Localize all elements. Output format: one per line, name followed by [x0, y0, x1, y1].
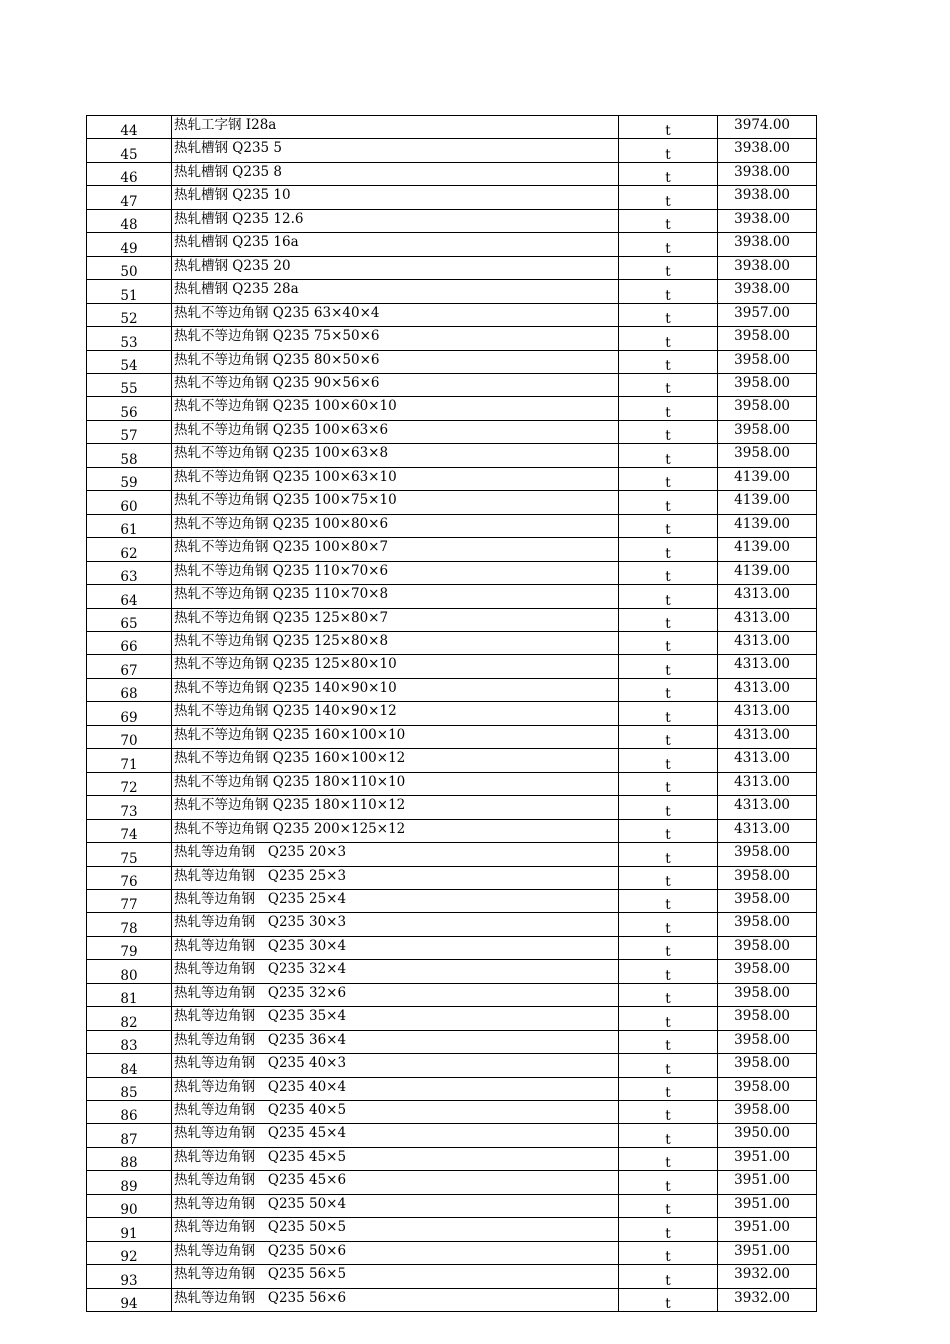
unit-cell: t: [619, 1124, 718, 1147]
row-number-cell: 68: [87, 678, 172, 701]
material-name-cell: 热轧不等边角钢 Q235 100×63×10: [172, 467, 619, 490]
table-row: [87, 655, 817, 678]
price-cell: 3958.00: [718, 1077, 817, 1100]
price-cell: 3938.00: [718, 256, 817, 279]
unit-cell: t: [619, 561, 718, 584]
price-cell: 3932.00: [718, 1265, 817, 1288]
unit-cell: t: [619, 889, 718, 912]
unit-cell: t: [619, 256, 718, 279]
price-cell: 3958.00: [718, 960, 817, 983]
table-row: [87, 608, 817, 631]
table-row: [87, 725, 817, 748]
unit-cell: t: [619, 162, 718, 185]
table-row: [87, 1101, 817, 1124]
table-row: [87, 1030, 817, 1053]
unit-cell: t: [619, 843, 718, 866]
material-name-cell: 热轧不等边角钢 Q235 200×125×12: [172, 819, 619, 842]
table-row: [87, 350, 817, 373]
material-name-cell: 热轧槽钢 Q235 10: [172, 186, 619, 209]
unit-cell: t: [619, 280, 718, 303]
row-number-cell: 94: [87, 1288, 172, 1311]
unit-cell: t: [619, 1007, 718, 1030]
material-name-cell: 热轧等边角钢 Q235 30×4: [172, 936, 619, 959]
unit-cell: t: [619, 491, 718, 514]
table-row: [87, 796, 817, 819]
price-cell: 3958.00: [718, 1007, 817, 1030]
price-cell: 4139.00: [718, 538, 817, 561]
price-cell: 3938.00: [718, 162, 817, 185]
row-number-cell: 56: [87, 397, 172, 420]
material-name-cell: 热轧等边角钢 Q235 40×5: [172, 1101, 619, 1124]
table-row: [87, 514, 817, 537]
table-row: [87, 209, 817, 232]
material-name-cell: 热轧槽钢 Q235 20: [172, 256, 619, 279]
row-number-cell: 77: [87, 889, 172, 912]
price-cell: 4139.00: [718, 467, 817, 490]
price-cell: 3957.00: [718, 303, 817, 326]
table-row: [87, 186, 817, 209]
price-cell: 3958.00: [718, 327, 817, 350]
row-number-cell: 92: [87, 1241, 172, 1264]
price-cell: 3958.00: [718, 1030, 817, 1053]
unit-cell: t: [619, 1241, 718, 1264]
row-number-cell: 45: [87, 139, 172, 162]
material-name-cell: 热轧不等边角钢 Q235 160×100×12: [172, 749, 619, 772]
table-row: [87, 983, 817, 1006]
unit-cell: t: [619, 631, 718, 654]
table-row: [87, 467, 817, 490]
unit-cell: t: [619, 467, 718, 490]
price-cell: 3950.00: [718, 1124, 817, 1147]
table-row: [87, 1171, 817, 1194]
row-number-cell: 88: [87, 1147, 172, 1170]
material-name-cell: 热轧不等边角钢 Q235 100×80×7: [172, 538, 619, 561]
material-name-cell: 热轧等边角钢 Q235 35×4: [172, 1007, 619, 1030]
unit-cell: t: [619, 139, 718, 162]
unit-cell: t: [619, 397, 718, 420]
table-row: [87, 678, 817, 701]
row-number-cell: 61: [87, 514, 172, 537]
unit-cell: t: [619, 936, 718, 959]
material-name-cell: 热轧不等边角钢 Q235 80×50×6: [172, 350, 619, 373]
unit-cell: t: [619, 772, 718, 795]
price-table: [86, 115, 817, 1312]
table-row: [87, 397, 817, 420]
material-name-cell: 热轧不等边角钢 Q235 75×50×6: [172, 327, 619, 350]
price-cell: 3958.00: [718, 350, 817, 373]
row-number-cell: 89: [87, 1171, 172, 1194]
material-name-cell: 热轧等边角钢 Q235 40×3: [172, 1054, 619, 1077]
unit-cell: t: [619, 960, 718, 983]
material-name-cell: 热轧不等边角钢 Q235 100×63×6: [172, 420, 619, 443]
material-name-cell: 热轧等边角钢 Q235 50×5: [172, 1218, 619, 1241]
material-name-cell: 热轧等边角钢 Q235 56×6: [172, 1288, 619, 1311]
table-row: [87, 139, 817, 162]
unit-cell: t: [619, 116, 718, 139]
price-cell: 3951.00: [718, 1241, 817, 1264]
row-number-cell: 70: [87, 725, 172, 748]
material-name-cell: 热轧不等边角钢 Q235 100×63×8: [172, 444, 619, 467]
price-cell: 3974.00: [718, 116, 817, 139]
table-row: [87, 444, 817, 467]
unit-cell: t: [619, 1147, 718, 1170]
unit-cell: t: [619, 209, 718, 232]
price-cell: 4313.00: [718, 749, 817, 772]
material-name-cell: 热轧不等边角钢 Q235 160×100×10: [172, 725, 619, 748]
material-name-cell: 热轧等边角钢 Q235 45×5: [172, 1147, 619, 1170]
material-name-cell: 热轧不等边角钢 Q235 125×80×8: [172, 631, 619, 654]
table-row: [87, 327, 817, 350]
price-cell: 4313.00: [718, 655, 817, 678]
price-cell: 3958.00: [718, 420, 817, 443]
material-name-cell: 热轧等边角钢 Q235 32×4: [172, 960, 619, 983]
table-row: [87, 561, 817, 584]
row-number-cell: 67: [87, 655, 172, 678]
row-number-cell: 81: [87, 983, 172, 1006]
row-number-cell: 64: [87, 585, 172, 608]
row-number-cell: 46: [87, 162, 172, 185]
row-number-cell: 55: [87, 373, 172, 396]
table-row: [87, 162, 817, 185]
material-name-cell: 热轧不等边角钢 Q235 125×80×7: [172, 608, 619, 631]
price-table-body: [87, 116, 817, 1312]
unit-cell: t: [619, 749, 718, 772]
row-number-cell: 71: [87, 749, 172, 772]
table-row: [87, 913, 817, 936]
row-number-cell: 73: [87, 796, 172, 819]
unit-cell: t: [619, 373, 718, 396]
price-cell: 3951.00: [718, 1171, 817, 1194]
row-number-cell: 76: [87, 866, 172, 889]
price-cell: 3938.00: [718, 139, 817, 162]
material-name-cell: 热轧等边角钢 Q235 32×6: [172, 983, 619, 1006]
table-row: [87, 819, 817, 842]
row-number-cell: 58: [87, 444, 172, 467]
price-cell: 4139.00: [718, 514, 817, 537]
row-number-cell: 57: [87, 420, 172, 443]
material-name-cell: 热轧不等边角钢 Q235 140×90×10: [172, 678, 619, 701]
price-cell: 4313.00: [718, 819, 817, 842]
row-number-cell: 84: [87, 1054, 172, 1077]
material-name-cell: 热轧不等边角钢 Q235 110×70×8: [172, 585, 619, 608]
table-row: [87, 889, 817, 912]
row-number-cell: 74: [87, 819, 172, 842]
unit-cell: t: [619, 678, 718, 701]
row-number-cell: 80: [87, 960, 172, 983]
unit-cell: t: [619, 1218, 718, 1241]
row-number-cell: 90: [87, 1194, 172, 1217]
row-number-cell: 69: [87, 702, 172, 725]
unit-cell: t: [619, 1194, 718, 1217]
price-cell: 3958.00: [718, 936, 817, 959]
unit-cell: t: [619, 1265, 718, 1288]
row-number-cell: 49: [87, 233, 172, 256]
price-cell: 3958.00: [718, 843, 817, 866]
material-name-cell: 热轧不等边角钢 Q235 100×80×6: [172, 514, 619, 537]
table-row: [87, 373, 817, 396]
material-name-cell: 热轧工字钢 I28a: [172, 116, 619, 139]
material-name-cell: 热轧等边角钢 Q235 25×3: [172, 866, 619, 889]
unit-cell: t: [619, 233, 718, 256]
table-row: [87, 702, 817, 725]
row-number-cell: 50: [87, 256, 172, 279]
price-cell: 4313.00: [718, 772, 817, 795]
table-row: [87, 936, 817, 959]
material-name-cell: 热轧不等边角钢 Q235 63×40×4: [172, 303, 619, 326]
material-name-cell: 热轧等边角钢 Q235 45×6: [172, 1171, 619, 1194]
material-name-cell: 热轧等边角钢 Q235 25×4: [172, 889, 619, 912]
row-number-cell: 60: [87, 491, 172, 514]
table-row: [87, 749, 817, 772]
unit-cell: t: [619, 186, 718, 209]
price-cell: 3938.00: [718, 280, 817, 303]
unit-cell: t: [619, 444, 718, 467]
unit-cell: t: [619, 327, 718, 350]
material-name-cell: 热轧槽钢 Q235 8: [172, 162, 619, 185]
table-row: [87, 1265, 817, 1288]
row-number-cell: 48: [87, 209, 172, 232]
table-row: [87, 491, 817, 514]
material-name-cell: 热轧等边角钢 Q235 50×6: [172, 1241, 619, 1264]
table-row: [87, 1147, 817, 1170]
table-row: [87, 1288, 817, 1311]
table-row: [87, 631, 817, 654]
row-number-cell: 91: [87, 1218, 172, 1241]
unit-cell: t: [619, 725, 718, 748]
row-number-cell: 93: [87, 1265, 172, 1288]
table-row: [87, 1077, 817, 1100]
row-number-cell: 86: [87, 1101, 172, 1124]
unit-cell: t: [619, 655, 718, 678]
material-name-cell: 热轧不等边角钢 Q235 140×90×12: [172, 702, 619, 725]
material-name-cell: 热轧等边角钢 Q235 20×3: [172, 843, 619, 866]
material-name-cell: 热轧槽钢 Q235 28a: [172, 280, 619, 303]
price-cell: 4313.00: [718, 608, 817, 631]
row-number-cell: 79: [87, 936, 172, 959]
unit-cell: t: [619, 1171, 718, 1194]
unit-cell: t: [619, 983, 718, 1006]
material-name-cell: 热轧不等边角钢 Q235 100×60×10: [172, 397, 619, 420]
row-number-cell: 78: [87, 913, 172, 936]
table-row: [87, 233, 817, 256]
unit-cell: t: [619, 1030, 718, 1053]
material-name-cell: 热轧槽钢 Q235 16a: [172, 233, 619, 256]
price-cell: 3932.00: [718, 1288, 817, 1311]
material-name-cell: 热轧不等边角钢 Q235 110×70×6: [172, 561, 619, 584]
material-name-cell: 热轧等边角钢 Q235 56×5: [172, 1265, 619, 1288]
row-number-cell: 66: [87, 631, 172, 654]
row-number-cell: 75: [87, 843, 172, 866]
price-cell: 3938.00: [718, 233, 817, 256]
unit-cell: t: [619, 913, 718, 936]
material-name-cell: 热轧等边角钢 Q235 36×4: [172, 1030, 619, 1053]
price-cell: 4313.00: [718, 796, 817, 819]
price-cell: 3958.00: [718, 889, 817, 912]
table-row: [87, 420, 817, 443]
row-number-cell: 62: [87, 538, 172, 561]
price-cell: 3958.00: [718, 913, 817, 936]
price-cell: 3958.00: [718, 444, 817, 467]
material-name-cell: 热轧等边角钢 Q235 30×3: [172, 913, 619, 936]
row-number-cell: 44: [87, 116, 172, 139]
unit-cell: t: [619, 608, 718, 631]
price-cell: 3958.00: [718, 1054, 817, 1077]
price-cell: 4313.00: [718, 585, 817, 608]
price-cell: 3958.00: [718, 1101, 817, 1124]
unit-cell: t: [619, 350, 718, 373]
row-number-cell: 52: [87, 303, 172, 326]
row-number-cell: 59: [87, 467, 172, 490]
unit-cell: t: [619, 1077, 718, 1100]
material-name-cell: 热轧不等边角钢 Q235 125×80×10: [172, 655, 619, 678]
row-number-cell: 87: [87, 1124, 172, 1147]
row-number-cell: 51: [87, 280, 172, 303]
unit-cell: t: [619, 819, 718, 842]
table-row: [87, 1054, 817, 1077]
table-row: [87, 1241, 817, 1264]
price-cell: 4313.00: [718, 678, 817, 701]
table-row: [87, 538, 817, 561]
table-row: [87, 960, 817, 983]
unit-cell: t: [619, 420, 718, 443]
material-name-cell: 热轧等边角钢 Q235 50×4: [172, 1194, 619, 1217]
material-name-cell: 热轧不等边角钢 Q235 180×110×10: [172, 772, 619, 795]
price-cell: 4139.00: [718, 561, 817, 584]
price-cell: 3938.00: [718, 186, 817, 209]
price-cell: 3951.00: [718, 1218, 817, 1241]
table-row: [87, 1124, 817, 1147]
row-number-cell: 54: [87, 350, 172, 373]
table-row: [87, 1194, 817, 1217]
unit-cell: t: [619, 796, 718, 819]
material-name-cell: 热轧不等边角钢 Q235 180×110×12: [172, 796, 619, 819]
price-cell: 3938.00: [718, 209, 817, 232]
row-number-cell: 82: [87, 1007, 172, 1030]
table-row: [87, 843, 817, 866]
table-row: [87, 116, 817, 139]
unit-cell: t: [619, 702, 718, 725]
unit-cell: t: [619, 866, 718, 889]
table-row: [87, 256, 817, 279]
material-name-cell: 热轧槽钢 Q235 12.6: [172, 209, 619, 232]
table-row: [87, 866, 817, 889]
unit-cell: t: [619, 585, 718, 608]
table-row: [87, 1007, 817, 1030]
unit-cell: t: [619, 514, 718, 537]
material-name-cell: 热轧等边角钢 Q235 45×4: [172, 1124, 619, 1147]
table-row: [87, 280, 817, 303]
price-cell: 4313.00: [718, 631, 817, 654]
table-row: [87, 1218, 817, 1241]
unit-cell: t: [619, 1101, 718, 1124]
row-number-cell: 83: [87, 1030, 172, 1053]
row-number-cell: 85: [87, 1077, 172, 1100]
price-cell: 3951.00: [718, 1147, 817, 1170]
price-cell: 4313.00: [718, 725, 817, 748]
table-row: [87, 303, 817, 326]
unit-cell: t: [619, 1054, 718, 1077]
price-cell: 3951.00: [718, 1194, 817, 1217]
unit-cell: t: [619, 538, 718, 561]
row-number-cell: 65: [87, 608, 172, 631]
material-name-cell: 热轧等边角钢 Q235 40×4: [172, 1077, 619, 1100]
row-number-cell: 53: [87, 327, 172, 350]
unit-cell: t: [619, 1288, 718, 1311]
unit-cell: t: [619, 303, 718, 326]
price-cell: 3958.00: [718, 397, 817, 420]
row-number-cell: 72: [87, 772, 172, 795]
table-row: [87, 772, 817, 795]
price-cell: 3958.00: [718, 373, 817, 396]
row-number-cell: 63: [87, 561, 172, 584]
material-name-cell: 热轧不等边角钢 Q235 90×56×6: [172, 373, 619, 396]
material-name-cell: 热轧不等边角钢 Q235 100×75×10: [172, 491, 619, 514]
row-number-cell: 47: [87, 186, 172, 209]
price-cell: 3958.00: [718, 866, 817, 889]
material-name-cell: 热轧槽钢 Q235 5: [172, 139, 619, 162]
table-row: [87, 585, 817, 608]
price-cell: 4139.00: [718, 491, 817, 514]
price-cell: 3958.00: [718, 983, 817, 1006]
price-cell: 4313.00: [718, 702, 817, 725]
